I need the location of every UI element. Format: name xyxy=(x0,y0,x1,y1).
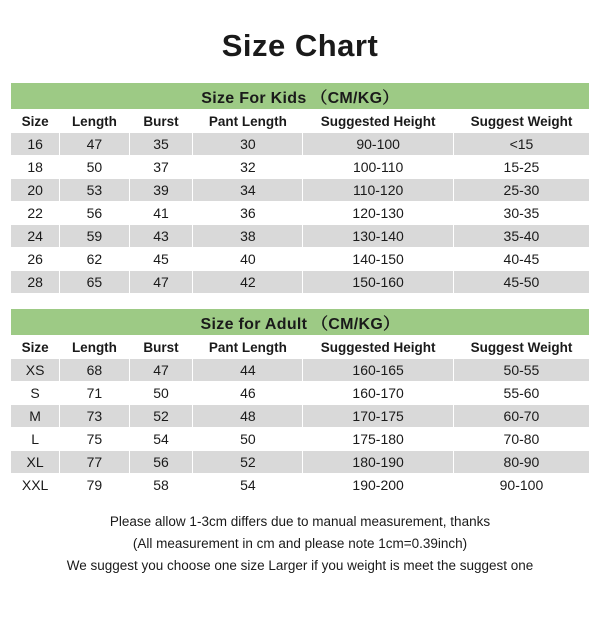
cell-suggest-weight: 25-30 xyxy=(453,179,589,202)
note-line: We suggest you choose one size Larger if you weight is meet the suggest one xyxy=(66,558,534,573)
size-chart-page xyxy=(0,28,600,628)
page-title: Size Chart xyxy=(221,28,379,63)
table-row xyxy=(11,382,590,405)
table-row xyxy=(11,133,590,156)
cell-size: 26 xyxy=(11,248,60,271)
cell-suggest-weight: 30-35 xyxy=(453,202,589,225)
cell-suggest-weight: 70-80 xyxy=(453,428,589,451)
cell-pant-length: 34 xyxy=(193,179,303,202)
cell-suggest-weight: 90-100 xyxy=(453,474,589,497)
kids-size-table-block xyxy=(10,82,590,294)
cell-suggested-height: 180-190 xyxy=(303,451,454,474)
cell-suggested-height: 90-100 xyxy=(303,133,454,156)
cell-length: 77 xyxy=(60,451,129,474)
adult-table-band: Size for Adult （CM/KG） xyxy=(11,309,590,336)
cell-suggest-weight: 60-70 xyxy=(453,405,589,428)
cell-pant-length: 42 xyxy=(193,271,303,294)
cell-suggested-height: 130-140 xyxy=(303,225,454,248)
cell-pant-length: 46 xyxy=(193,382,303,405)
cell-burst: 37 xyxy=(129,156,193,179)
kids-header-cell: Size xyxy=(11,110,60,133)
cell-size: 18 xyxy=(11,156,60,179)
kids-table-band-row xyxy=(11,83,590,110)
adult-table-band-row xyxy=(11,309,590,336)
adult-header-cell: Length xyxy=(60,336,129,359)
adult-header-cell: Suggest Weight xyxy=(453,336,589,359)
cell-size: 28 xyxy=(11,271,60,294)
cell-length: 71 xyxy=(60,382,129,405)
cell-pant-length: 44 xyxy=(193,359,303,382)
cell-length: 68 xyxy=(60,359,129,382)
note-line: (All measurement in cm and please note 1cm=0.39inch) xyxy=(132,536,468,551)
adult-header-cell: Pant Length xyxy=(193,336,303,359)
cell-pant-length: 54 xyxy=(193,474,303,497)
cell-length: 50 xyxy=(60,156,129,179)
adult-header-row xyxy=(11,336,590,359)
cell-length: 79 xyxy=(60,474,129,497)
kids-header-cell: Suggest Weight xyxy=(453,110,589,133)
adult-size-table-block xyxy=(10,308,590,497)
cell-suggested-height: 160-170 xyxy=(303,382,454,405)
table-row xyxy=(11,271,590,294)
cell-burst: 50 xyxy=(129,382,193,405)
cell-burst: 54 xyxy=(129,428,193,451)
cell-suggested-height: 190-200 xyxy=(303,474,454,497)
cell-length: 75 xyxy=(60,428,129,451)
cell-suggested-height: 140-150 xyxy=(303,248,454,271)
cell-burst: 47 xyxy=(129,359,193,382)
cell-burst: 39 xyxy=(129,179,193,202)
cell-size: M xyxy=(11,405,60,428)
cell-size: 16 xyxy=(11,133,60,156)
cell-suggest-weight: 55-60 xyxy=(453,382,589,405)
cell-suggested-height: 160-165 xyxy=(303,359,454,382)
cell-suggested-height: 100-110 xyxy=(303,156,454,179)
kids-header-cell: Length xyxy=(60,110,129,133)
cell-size: S xyxy=(11,382,60,405)
measurement-notes xyxy=(0,511,600,576)
cell-suggest-weight: 35-40 xyxy=(453,225,589,248)
kids-header-cell: Suggested Height xyxy=(303,110,454,133)
cell-suggest-weight: <15 xyxy=(453,133,589,156)
cell-length: 73 xyxy=(60,405,129,428)
table-row xyxy=(11,451,590,474)
cell-suggested-height: 150-160 xyxy=(303,271,454,294)
cell-burst: 47 xyxy=(129,271,193,294)
cell-burst: 56 xyxy=(129,451,193,474)
table-row xyxy=(11,405,590,428)
cell-burst: 35 xyxy=(129,133,193,156)
cell-length: 62 xyxy=(60,248,129,271)
cell-size: XS xyxy=(11,359,60,382)
cell-length: 56 xyxy=(60,202,129,225)
adult-header-cell: Burst xyxy=(129,336,193,359)
adult-header-cell: Size xyxy=(11,336,60,359)
table-row xyxy=(11,156,590,179)
adult-size-table xyxy=(10,308,590,497)
cell-pant-length: 30 xyxy=(193,133,303,156)
cell-size: XL xyxy=(11,451,60,474)
cell-suggested-height: 110-120 xyxy=(303,179,454,202)
kids-header-cell: Pant Length xyxy=(193,110,303,133)
cell-suggested-height: 175-180 xyxy=(303,428,454,451)
kids-header-row xyxy=(11,110,590,133)
cell-suggest-weight: 15-25 xyxy=(453,156,589,179)
table-row xyxy=(11,179,590,202)
cell-pant-length: 50 xyxy=(193,428,303,451)
cell-pant-length: 32 xyxy=(193,156,303,179)
cell-pant-length: 38 xyxy=(193,225,303,248)
kids-table-band: Size For Kids （CM/KG） xyxy=(11,83,590,110)
kids-size-table xyxy=(10,82,590,294)
cell-burst: 43 xyxy=(129,225,193,248)
cell-suggest-weight: 40-45 xyxy=(453,248,589,271)
cell-length: 47 xyxy=(60,133,129,156)
cell-suggested-height: 170-175 xyxy=(303,405,454,428)
table-row xyxy=(11,225,590,248)
table-row xyxy=(11,359,590,382)
cell-size: 20 xyxy=(11,179,60,202)
cell-size: 22 xyxy=(11,202,60,225)
cell-burst: 58 xyxy=(129,474,193,497)
cell-suggested-height: 120-130 xyxy=(303,202,454,225)
table-row xyxy=(11,202,590,225)
table-row xyxy=(11,248,590,271)
cell-pant-length: 40 xyxy=(193,248,303,271)
kids-header-cell: Burst xyxy=(129,110,193,133)
adult-header-cell: Suggested Height xyxy=(303,336,454,359)
cell-length: 59 xyxy=(60,225,129,248)
cell-length: 65 xyxy=(60,271,129,294)
cell-suggest-weight: 50-55 xyxy=(453,359,589,382)
cell-suggest-weight: 45-50 xyxy=(453,271,589,294)
cell-suggest-weight: 80-90 xyxy=(453,451,589,474)
cell-burst: 45 xyxy=(129,248,193,271)
cell-pant-length: 36 xyxy=(193,202,303,225)
table-row xyxy=(11,474,590,497)
cell-burst: 52 xyxy=(129,405,193,428)
cell-pant-length: 48 xyxy=(193,405,303,428)
cell-size: XXL xyxy=(11,474,60,497)
cell-burst: 41 xyxy=(129,202,193,225)
note-line: Please allow 1-3cm differs due to manual measurement, thanks xyxy=(109,514,491,529)
cell-length: 53 xyxy=(60,179,129,202)
cell-size: 24 xyxy=(11,225,60,248)
table-row xyxy=(11,428,590,451)
cell-size: L xyxy=(11,428,60,451)
cell-pant-length: 52 xyxy=(193,451,303,474)
